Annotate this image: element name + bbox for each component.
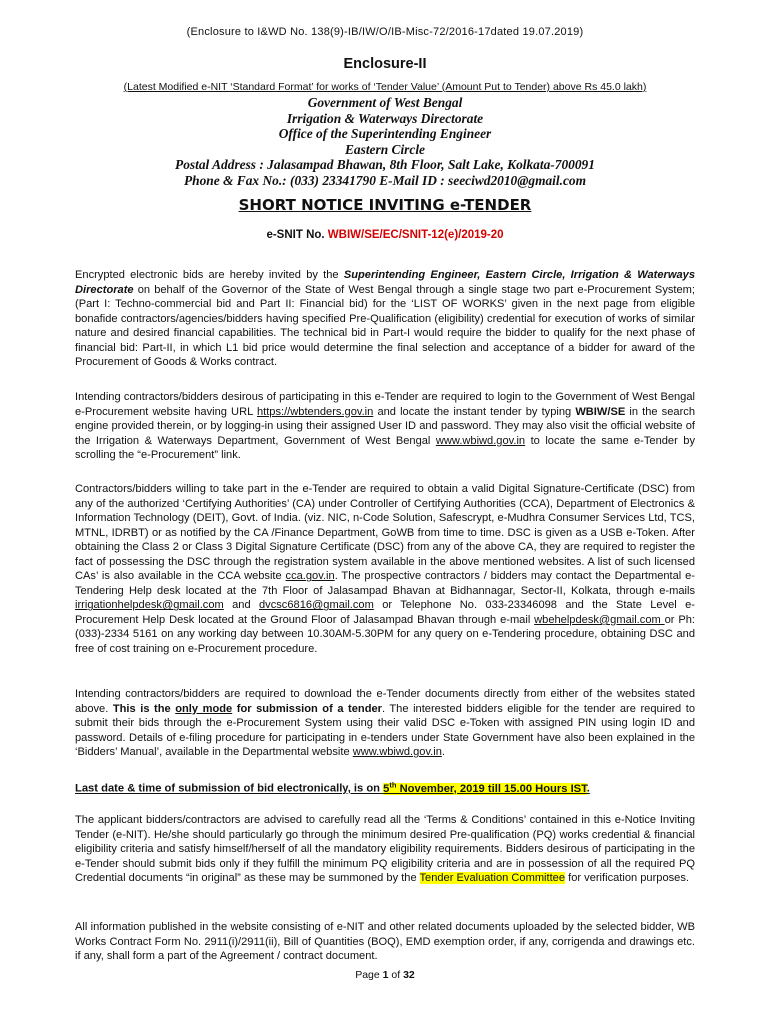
office-line: Irrigation & Waterways Directorate: [286, 110, 484, 126]
tender-evaluation-committee: Tender Evaluation Committee: [419, 872, 566, 885]
page-number: Page 1 of 32: [355, 969, 415, 981]
inviting-authority: Superintending Engineer, Eastern Circle, Irrigation & Waterways Directorate: [75, 269, 695, 296]
office-line: Eastern Circle: [345, 141, 425, 157]
enclosure-reference: (Enclosure to I&WD No. 138(9)-IB/IW/O/IB-Misc-72/2016-17dated 19.07.2019): [186, 26, 584, 38]
postal-address: Postal Address : Jalasampad Bhawan, 8th Floor, Salt Lake, Kolkata-700091: [175, 157, 595, 172]
notice-title: SHORT NOTICE INVITING e-TENDER: [238, 196, 532, 214]
office-line: Government of West Bengal: [307, 95, 463, 110]
office-line: Office of the Superintending Engineer: [278, 126, 492, 141]
paragraph-agreement: All information published in the website consisting of e-NIT and other related documents uploaded by the selected bidder, WB Works Contract Form No. 2911(i)/2911(ii), Bill of Quantities (BOQ), EMD exemption order, if any, corrigenda and drawings etc. if any, shall form a part of the Agreement / contract document.: [75, 921, 695, 963]
enit-subtitle: (Latest Modified e-NIT ‘Standard Format’ for works of ‘Tender Value’ (Amount Put to Tender) above Rs 45.0 lakh): [123, 81, 647, 93]
contact-line: Phone & Fax No.: (033) 23341790 E-Mail ID : seeciwd2010@gmail.com: [183, 172, 587, 188]
irrigation-helpdesk-email[interactable]: irrigationhelpdesk@gmail.com: [75, 599, 224, 612]
wbiwd-link[interactable]: www.wbiwd.gov.in: [352, 746, 442, 759]
paragraph-terms: The applicant bidders/contractors are advised to carefully read all the ‘Terms & Conditions’ contained in this e-Notice Inviting Tender (e-NIT). He/she should particularly go through the minimum desired Pre-qualification (PQ) works credential & financial eligibility criteria and satisfy himself/herself of all the mandatory eligibility requirements. Bidders desirous of participating in the e-Tender should submit bids only if they fulfill the minimum PQ eligibility criteria and are in possession of all the required PQ Credential documents “in original” as these may be summoned by the Tender Evaluation Committee for verification purposes.: [75, 814, 695, 885]
submission-deadline: Last date & time of submission of bid electronically, is on 5th November, 2019 till 15.00 Hours IST.: [75, 780, 590, 795]
paragraph-dsc: Contractors/bidders willing to take part in the e-Tender are required to obtain a valid Digital Signature-Certificate (DSC) from any of the authorized ‘Certifying Authorities’ (CA) under Controller of Certifying Authorities (CCA), Department of Electronics & Information Technology (DEIT), Govt. of India. (viz. NIC, n-Code Solution, Safescrypt, e-Mudhra Consumer Services Ltd, TCS, MTNL, IDRBT) or as notified by the CA /Finance Department, GoWB from time to time. DSC is given as a USB e-Token. After obtaining the Class 2 or Class 3 Digital Signature Certificate (DSC) from any of the above CA, they are required to register the fact of possessing the DSC through the registration system available in the above mentioned websites. A list of such licensed CAs’ is also available in the CCA website cca.gov.in. The prospective contractors / bidders may contact the Departmental e-Tendering Help desk located at the 7th Floor of Jalasampad Bhavan at Bidhannagar, Sector-II, Kolkata, through e-mails irrigationhelpdesk@gmail.com and dvcsc6816@gmail.com or Telephone No. 033-23346098 and the State Level e-Procurement Help Desk located at the Ground Floor of Jalasampad Bhavan through e-mail wbehelpdesk@gmail.com or Ph:(033)-2334 5161 on any working day between 10.30AM-5.30PM for any query on e-Tendering procedure, obtaining DSC and free of cost training on e-Procurement procedure.: [75, 483, 695, 656]
paragraph-invitation: Encrypted electronic bids are hereby invited by the Superintending Engineer, Eastern Circle, Irrigation & Waterways Directorate on behalf of the Governor of the State of West Bengal through a single stage two part e-Procurement System; (Part I: Techno-commercial bid and Part II: Financial bid) for the ‘LIST OF WORKS’ given in the next page from eligible bonafide contractors/agencies/bidders having specified Pre-Qualification (eligibility) credential for execution of works of similar nature and desired financial capabilities. The technical bid in Part-I would require the bidder to qualify for the next phase of financial bid: Part-II, in which L1 bid price would determine the final selection and acceptance of a bidder for award of the Procurement of Goods & Works contract.: [75, 269, 695, 369]
deadline-date: 5th November, 2019 till 15.00 Hours IST: [383, 780, 587, 795]
search-keyword: WBIW/SE: [575, 405, 626, 418]
wbehelpdesk-email[interactable]: wbehelpdesk@gmail.com: [534, 613, 665, 626]
esnit-number-line: e-SNIT No. WBIW/SE/EC/SNIT-12(e)/2019-20: [266, 229, 504, 241]
only-mode-emphasis: only mode: [175, 702, 233, 715]
wbtenders-link[interactable]: https://wbtenders.gov.in: [256, 405, 374, 418]
dvcsc-email[interactable]: dvcsc6816@gmail.com: [259, 599, 374, 612]
paragraph-login: Intending contractors/bidders desirous of participating in this e-Tender are required to login to the Government of West Bengal e-Procurement website having URL https://wbtenders.gov.in and locate the instant tender by typing WBIW/SE in the search engine provided therein, or by logging-in using their assigned User ID and password. They may also visit the official website of the Irrigation & Waterways Department, Government of West Bengal www.wbiwd.gov.in to locate the same e-Tender by scrolling the “e-Procurement” link.: [75, 391, 695, 462]
esnit-number: WBIW/SE/EC/SNIT-12(e)/2019-20: [327, 229, 504, 241]
enclosure-title: Enclosure-II: [343, 56, 427, 72]
office-address-block: [0, 95, 770, 188]
wbiwd-link[interactable]: www.wbiwd.gov.in: [435, 434, 526, 447]
cca-link[interactable]: cca.gov.in: [285, 570, 335, 583]
paragraph-download: Intending contractors/bidders are required to download the e-Tender documents directly from either of the websites stated above. This is the only mode for submission of a tender. The interested bidders eligible for the tender are required to submit their bids through the e-Procurement System using their valid DSC e-Token with assigned PIN using login ID and password. Details of e-filing procedure for participating in e-tenders under State Government have also been explained in the ‘Bidders’ Manual’, available in the Departmental website www.wbiwd.gov.in.: [75, 688, 695, 759]
